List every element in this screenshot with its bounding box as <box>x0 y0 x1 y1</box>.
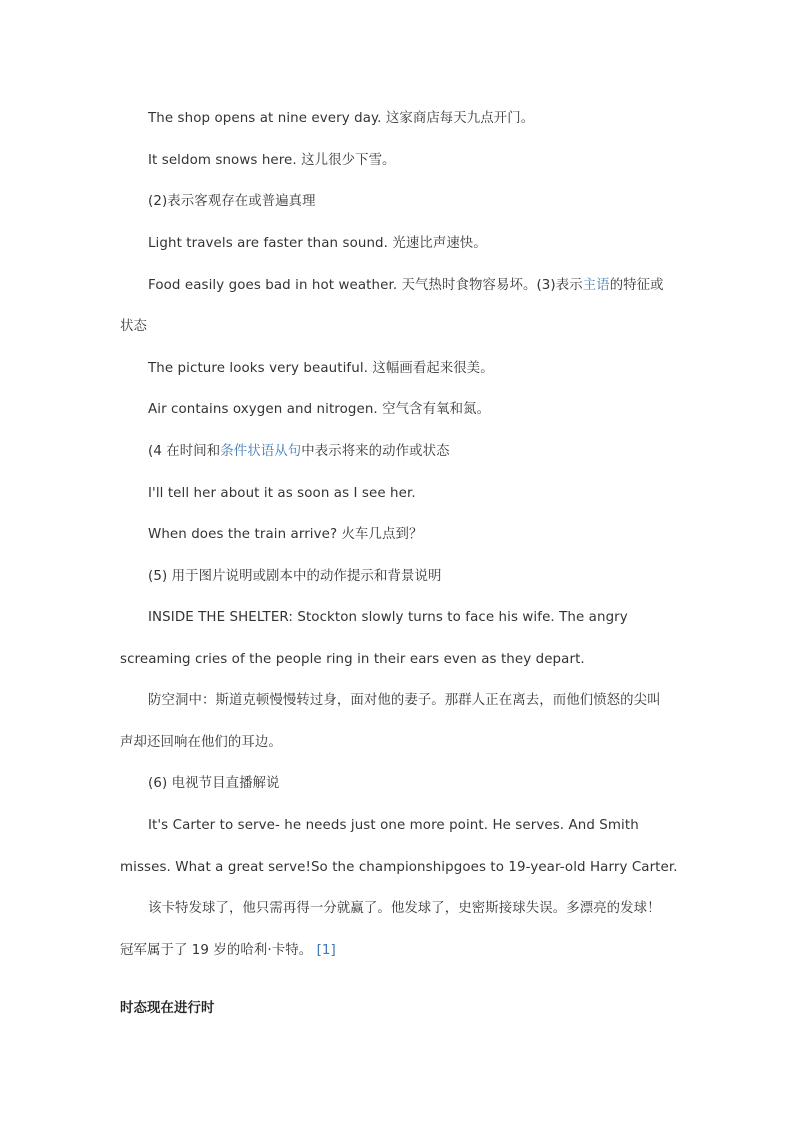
section-2-heading: (2)表示客观存在或普遍真理 <box>148 194 316 209</box>
paragraph-carter-cn-line2 <box>120 941 680 961</box>
paragraph-continuation: 状态 <box>120 319 147 334</box>
section-title-present-continuous: 时态现在进行时 <box>120 1001 215 1016</box>
paragraph-text: (4 在时间和 <box>148 444 221 459</box>
paragraph-carter-line2: misses. What a great serve!So the championshipgoes to 19-year-old Harry Carter. <box>120 860 678 875</box>
paragraph-shelter-cn-line1: 防空洞中：斯道克顿慢慢转过身，面对他的妻子。那群人正在离去，而他们愤怒的尖叫 <box>148 693 661 708</box>
paragraph-food-goes-bad <box>148 276 680 296</box>
paragraph-text: 中表示将来的动作或状态 <box>301 444 450 459</box>
paragraph-shop-opens: The shop opens at nine every day. 这家商店每天九点开门。 <box>148 111 535 126</box>
paragraph-text: 冠军属于了 19 岁的哈利·卡特。 <box>120 943 313 958</box>
paragraph-text: Food easily goes bad in hot weather. 天气热时食物容易坏。(3)表示 <box>148 278 583 293</box>
link-conditional-clause[interactable]: 条件状语从句 <box>220 444 302 459</box>
section-6-heading: (6) 电视节目直播解说 <box>148 776 280 791</box>
paragraph-air-contains: Air contains oxygen and nitrogen. 空气含有氧和氮。 <box>148 402 491 417</box>
paragraph-seldom-snows: It seldom snows here. 这儿很少下雪。 <box>148 153 396 168</box>
paragraph-shelter-cn-line2: 声却还回响在他们的耳边。 <box>120 735 282 750</box>
paragraph-carter-line1: It's Carter to serve- he needs just one more point. He serves. And Smith <box>148 818 639 833</box>
link-subject[interactable]: 主语 <box>582 278 610 293</box>
section-4-heading <box>148 442 680 462</box>
paragraph-shelter-line1: INSIDE THE SHELTER: Stockton slowly turns to face his wife. The angry <box>148 610 628 625</box>
reference-link[interactable]: [1] <box>316 943 336 958</box>
section-5-heading: (5) 用于图片说明或剧本中的动作提示和背景说明 <box>148 569 442 584</box>
paragraph-train-arrive: When does the train arrive? 火车几点到？ <box>148 527 423 542</box>
paragraph-picture-looks: The picture looks very beautiful. 这幅画看起来很美。 <box>148 361 494 376</box>
paragraph-shelter-line2: screaming cries of the people ring in their ears even as they depart. <box>120 652 585 667</box>
paragraph-light-travels: Light travels are faster than sound. 光速比声速快。 <box>148 236 487 251</box>
paragraph-text: 的特征或 <box>609 278 664 293</box>
paragraph-tell-her: I'll tell her about it as soon as I see her. <box>148 486 416 501</box>
paragraph-carter-cn-line1: 该卡特发球了，他只需再得一分就赢了。他发球了，史密斯接球失误。多漂亮的发球！ <box>148 901 661 916</box>
